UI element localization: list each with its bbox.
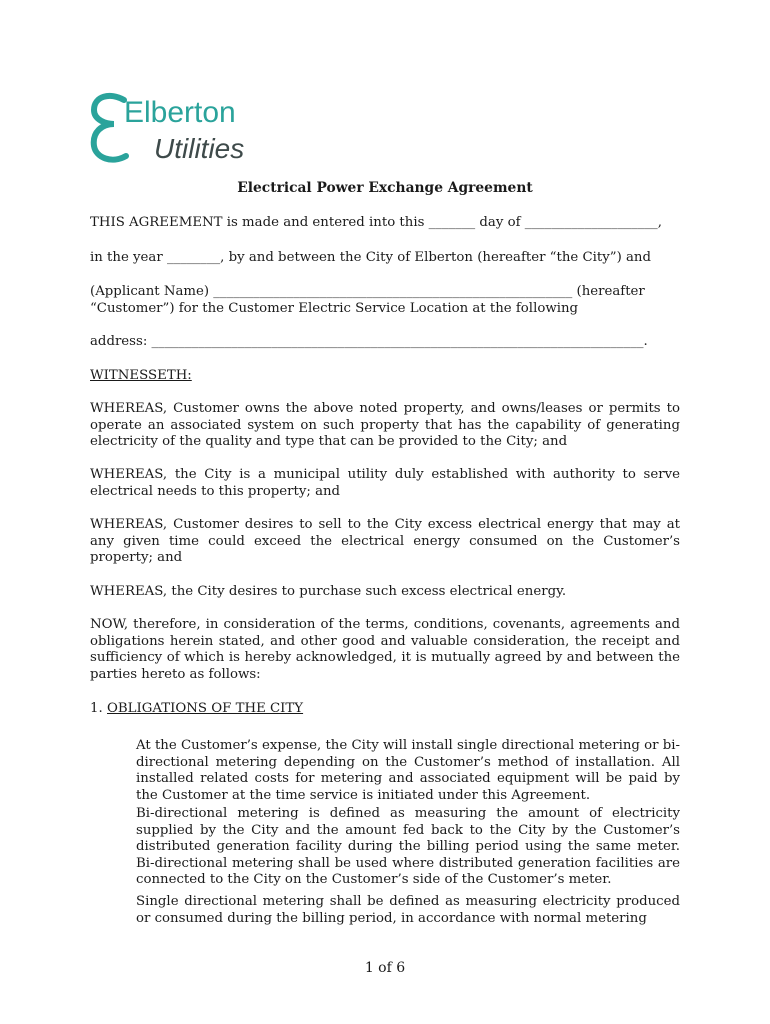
logo-word-elberton: Elberton xyxy=(124,96,236,129)
logo-e-mark xyxy=(94,96,126,160)
witnesseth-heading: WITNESSETH: xyxy=(90,368,192,383)
whereas-paragraph-2: WHEREAS, the City is a municipal utility duly established with authority to serve electrical needs to this property; and xyxy=(90,467,680,499)
obligations-paragraph-3: Single directional metering shall be defined as measuring electricity produced or consumed during the billing period, in accordance with normal metering xyxy=(136,894,680,926)
whereas-paragraph-4: WHEREAS, the City desires to purchase such excess electrical energy. xyxy=(90,584,567,599)
page-number: 1 of 6 xyxy=(364,960,406,976)
customer-location-line: “Customer”) for the Customer Electric Service Location at the following xyxy=(90,301,579,316)
elberton-utilities-logo xyxy=(90,88,262,168)
logo-word-utilities: Utilities xyxy=(154,133,245,164)
whereas-paragraph-3: WHEREAS, Customer desires to sell to the City excess electrical energy that may at any given time could exceed the electrical energy consumed on the Customer’s property; and xyxy=(90,517,680,565)
document-title: Electrical Power Exchange Agreement xyxy=(237,180,533,196)
agreement-date-line[interactable]: THIS AGREEMENT is made and entered into this _______ day of ____________________, xyxy=(90,215,662,230)
agreement-year-line[interactable]: in the year ________, by and between the City of Elberton (hereafter “the City”) and xyxy=(90,250,651,265)
whereas-paragraph-1: WHEREAS, Customer owns the above noted property, and owns/leases or permits to operate an associated system on such property that has the capability of generating electricity of the quality and type that can be provided to the City; and xyxy=(90,401,680,449)
section-1-heading: OBLIGATIONS OF THE CITY xyxy=(107,701,304,716)
now-therefore-paragraph: NOW, therefore, in consideration of the terms, conditions, covenants, agreements and obligations herein stated, and other good and valuable consideration, the receipt and sufficiency of which is hereby acknowledged, it is mutually agreed by and between the parties hereto as follows: xyxy=(90,617,680,682)
address-line[interactable]: address: __________________________________________________________________________. xyxy=(90,334,648,349)
obligations-paragraph-1: At the Customer’s expense, the City will install single directional metering or bi-directional metering depending on the Customer’s method of installation. All installed related costs for metering and associated equipment will be paid by the Customer at the time service is initiated under this Agreement. xyxy=(136,738,680,803)
obligations-paragraph-2: Bi-directional metering is defined as measuring the amount of electricity supplied by the City and the amount fed back to the City by the Customer’s distributed generation facility during the billing period using the same meter. Bi-directional metering shall be used where distributed generation facilities are connected to the City on the Customer’s side of the Customer’s meter. xyxy=(136,806,680,887)
section-1-number: 1. xyxy=(90,701,103,716)
applicant-name-line[interactable]: (Applicant Name) ______________________________________________________ (hereafter xyxy=(90,284,645,299)
